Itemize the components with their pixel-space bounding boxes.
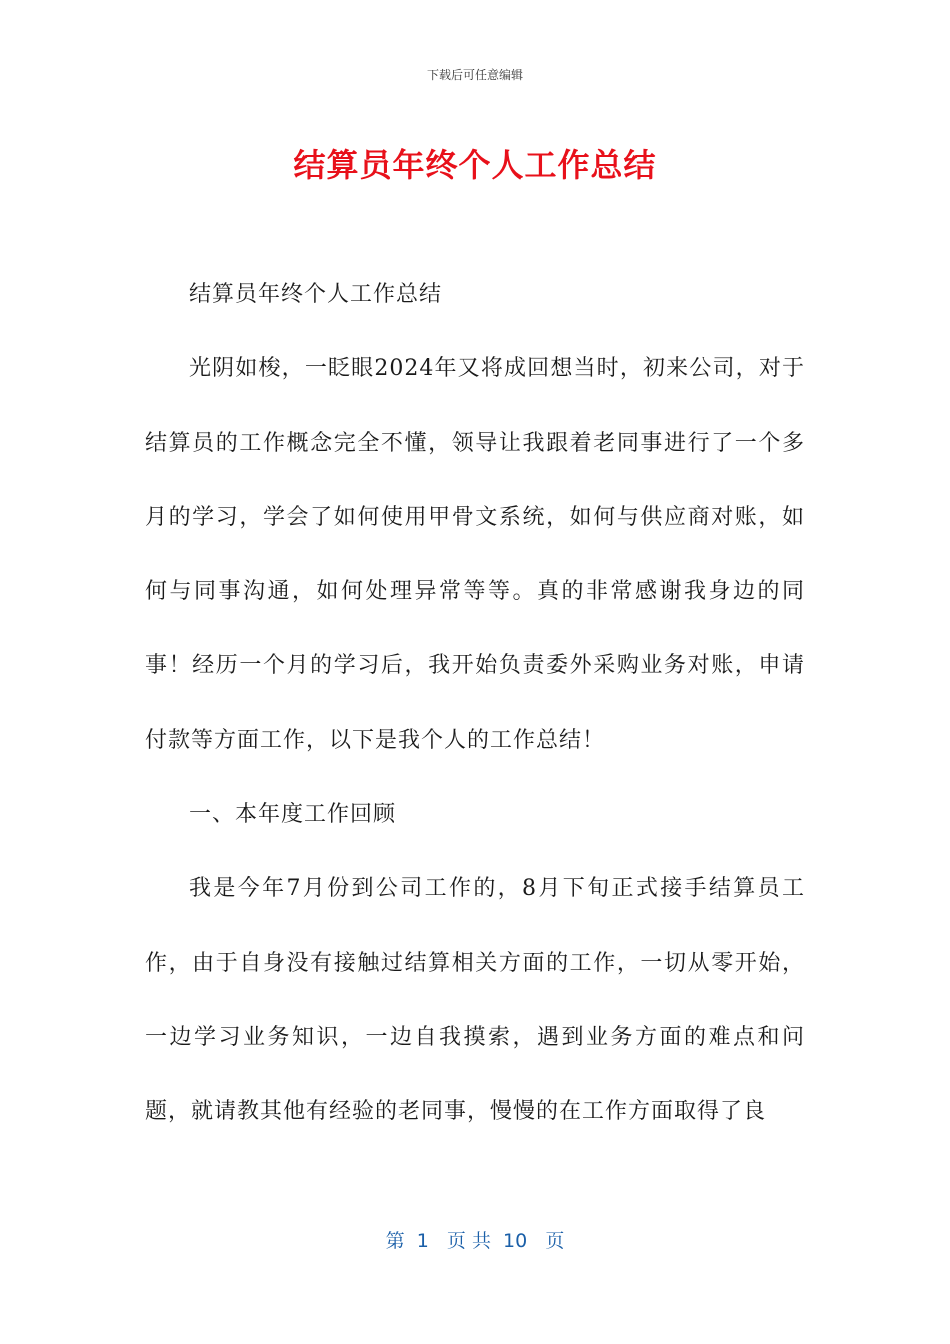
paragraph-subtitle: 结算员年终个人工作总结 [189, 282, 443, 307]
section-heading-review: 一、本年度工作回顾 [189, 802, 397, 828]
document-body [145, 258, 805, 1150]
page-header-note: 下载后可任意编辑 [426, 68, 523, 82]
page-number-footer: 第 1 页 共 10 页 [385, 1230, 565, 1252]
document-title: 结算员年终个人工作总结 [293, 146, 657, 184]
paragraph-review: 我是今年7月份到公司工作的，8月下旬正式接手结算员工作，由于自身没有接触过结算相关方面的工作，一切从零开始，一边学习业务知识，一边自我摸索，遇到业务方面的难点和问题，就请教其他有经验的老同事，慢慢的在工作方面取得了良 [145, 876, 805, 1125]
paragraph-intro: 光阴如梭，一眨眼2024年又将成回想当时，初来公司，对于结算员的工作概念完全不懂，领导让我跟着老同事进行了一个多月的学习，学会了如何使用甲骨文系统，如何与供应商对账，如何与同事沟通，如何处理异常等等。真的非常感谢我身边的同事！经历一个月的学习后，我开始负责委外采购业务对账，申请付款等方面工作，以下是我个人的工作总结！ [145, 356, 805, 753]
